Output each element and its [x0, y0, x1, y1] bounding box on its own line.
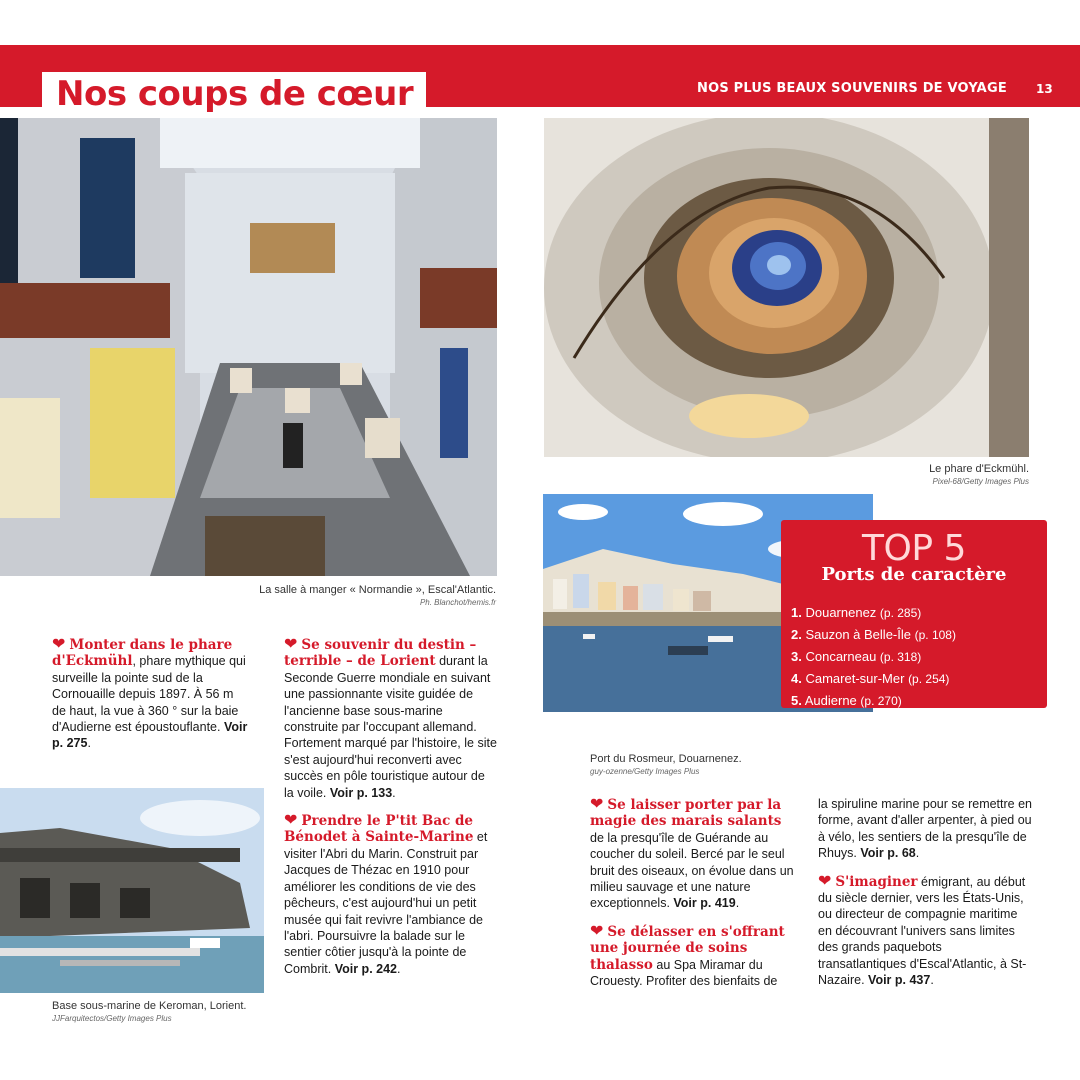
caption-salle — [200, 583, 496, 608]
photo-base-sous-marine — [0, 788, 264, 993]
list-item: 4. Camaret-sur-Mer (p. 254) — [791, 671, 950, 686]
caption-text: Port du Rosmeur, Douarnenez. — [590, 753, 742, 765]
caption-phare — [760, 462, 1029, 487]
caption-credit: guy-ozenne/Getty Images Plus — [590, 767, 700, 776]
entry-page-ref: Voir p. 133 — [329, 785, 393, 800]
heart-icon: ❤ — [818, 872, 832, 890]
list-item: 5. Audierne (p. 270) — [791, 693, 902, 708]
entry-lorient: ❤ Se souvenir du destin – terrible – de Lorient durant la Seconde Guerre mondiale en suivant une passionnante visite guidée de l'ancienne base sous-marine construite par l'occupant allemand. Fortement marqué par l'histoire, le site s'est aujourd'hui reconverti avec succès en pôle touristique autour de la voile. Voir p. 133. — [284, 636, 497, 800]
page-title: Nos coups de cœur — [56, 74, 414, 114]
entry-page-ref: Voir p. 419 — [673, 896, 736, 911]
caption-credit: Ph. Blanchot/hemis.fr — [419, 598, 496, 607]
heart-icon: ❤ — [284, 636, 298, 653]
entry-thalasso-continued: la spiruline marine pour se remettre en forme, avant d'aller arpenter, à pied ou à vélo, les sentiers de la presqu'île de Rhuys. Voir p. 68. — [818, 797, 1032, 861]
caption-text: Le phare d'Eckmühl. — [929, 463, 1029, 475]
top5-title: TOP 5 — [862, 528, 966, 569]
entry-page-ref: Voir p. 242 — [334, 961, 397, 976]
list-item: 1. Douarnenez (p. 285) — [791, 605, 922, 620]
heart-icon: ❤ — [590, 922, 604, 940]
entry-body: la spiruline marine pour se remettre en forme, avant d'aller arpenter, à pied ou à vélo, les sentiers de la presqu'île de Rhuys. — [818, 797, 1032, 861]
text-column-4 — [818, 796, 1032, 1000]
list-item: 2. Sauzon à Belle-Île (p. 108) — [791, 627, 956, 642]
entry-marais-salants: ❤ Se laisser porter par la magie des marais salants de la presqu'île de Guérande au coucher du soleil. Bercé par le seul bruit des oiseaux, on évolue dans un milieu sauvage et une nature exceptionnels. Voir p. 419. — [590, 796, 794, 911]
text-column-2 — [284, 637, 498, 989]
text-column-3 — [590, 797, 796, 1001]
list-item: 3. Concarneau (p. 318) — [791, 649, 922, 664]
heart-icon: ❤ — [590, 796, 604, 813]
running-head: NOS PLUS BEAUX SOUVENIRS DE VOYAGE — [697, 81, 1007, 96]
entry-body: de la presqu'île de Guérande au coucher du soleil. Bercé par le seul bruit des oiseaux, on évolue dans un milieu sauvage et une nature exceptionnels. — [590, 830, 794, 911]
entry-heading: Se souvenir du destin – terrible – de Lorient — [284, 637, 477, 670]
caption-port — [590, 752, 890, 777]
top5-subtitle: Ports de caractère — [821, 564, 1007, 585]
entry-escal-atlantic: ❤ S'imaginer émigrant, au début du siècle dernier, vers les États-Unis, ou directeur de compagnie maritime en découvrant l'univers sans limites des grands paquebots transatlantiques d'Escal'Atlantic, à St-Nazaire. Voir p. 437. — [818, 872, 1027, 988]
caption-text: Base sous-marine de Keroman, Lorient. — [52, 1000, 247, 1012]
caption-credit: JJFarquitectos/Getty Images Plus — [52, 1014, 172, 1023]
entry-body: , phare mythique qui surveille la pointe sud de la Cornouaille depuis 1897. À 56 m de haut, la vue à 360 ° sur la baie d'Audierne est époustouflante. — [52, 654, 246, 735]
entry-heading: Monter dans le phare d'Eckmühl — [52, 637, 233, 670]
caption-base — [52, 999, 312, 1024]
caption-text: La salle à manger « Normandie », Escal'Atlantic. — [259, 584, 496, 596]
entry-body: émigrant, au début du siècle dernier, vers les États-Unis, ou directeur de compagnie maritime en découvrant l'univers sans limites des grands paquebots transatlantiques d'Escal'Atlantic, à St-Nazaire. — [818, 874, 1027, 988]
photo-phare-eckmuhl — [544, 118, 1029, 457]
entry-heading: Se laisser porter par la magie des marais salants — [590, 797, 782, 830]
entry-heading: Se délasser en s'offrant une journée de soins thalasso — [590, 923, 785, 973]
entry-heading: Prendre le P'tit Bac de Bénodet à Sainte-Marine — [284, 813, 474, 846]
photo-salle-normandie — [0, 118, 497, 576]
top5-box — [781, 520, 1047, 708]
entry-body: et visiter l'Abri du Marin. Construit par Jacques de Thézac en 1910 pour améliorer les conditions de vie des pêcheurs, c'est aujourd'hui un petit musée qui fait revivre l'ambiance de l'abri. Poursuivre la balade sur le sentier côtier jusqu'à la pointe de Combrit. — [284, 830, 488, 976]
entry-body: durant la Seconde Guerre mondiale en suivant une passionnante visite guidée de l'ancienne base sous-marine construite par l'occupant allemand. Fortement marqué par l'histoire, le site s'est aujourd'hui reconverti avec succès en pôle touristique autour de la voile. — [284, 654, 497, 800]
entry-page-ref: Voir p. 437 — [868, 973, 931, 988]
heart-icon: ❤ — [52, 636, 66, 653]
text-column-1 — [52, 637, 248, 764]
entry-heading: S'imaginer — [835, 873, 918, 890]
entry-page-ref: Voir p. 275 — [52, 720, 248, 751]
heart-icon: ❤ — [284, 812, 298, 830]
entry-body: au Spa Miramar du Crouesty. Profiter des bienfaits de — [590, 957, 778, 989]
entry-thalasso — [590, 924, 796, 990]
entry-phare: ❤ Monter dans le phare d'Eckmühl, phare mythique qui surveille la pointe sud de la Cornouaille depuis 1897. À 56 m de haut, la vue à 360 ° sur la baie d'Audierne est époustouflante. Voir p. 275. — [52, 636, 248, 751]
entry-benodet: ❤ Prendre le P'tit Bac de Bénodet à Sainte-Marine et visiter l'Abri du Marin. Construit par Jacques de Thézac en 1910 pour améliorer les conditions de vie des pêcheurs, c'est aujourd'hui un petit musée qui fait revivre l'ambiance de l'abri. Poursuivre la balade sur le sentier côtier jusqu'à la pointe de Combrit. Voir p. 242. — [284, 812, 488, 976]
page-number: 13 — [1036, 82, 1053, 96]
caption-credit: Pixel-68/Getty Images Plus — [932, 477, 1029, 486]
entry-page-ref: Voir p. 68 — [860, 846, 916, 861]
top5-list — [791, 602, 956, 712]
